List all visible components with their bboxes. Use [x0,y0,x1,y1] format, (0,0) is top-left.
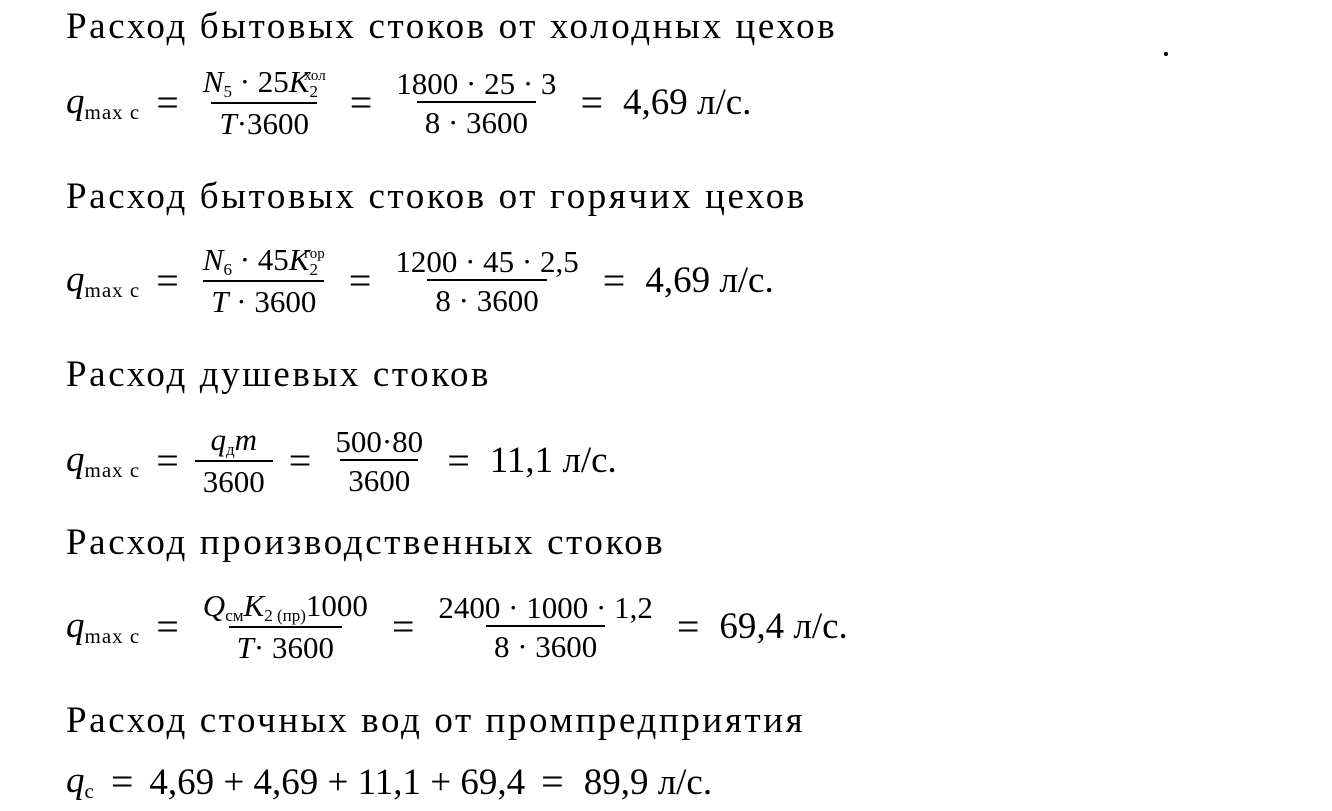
numerator: qдm [210,422,258,459]
lhs: $q_{max c}$ [66,80,141,124]
numerator: 500·80 [335,423,424,459]
fraction-symbolic [195,424,273,497]
fraction-numeric [430,589,660,664]
stray-dot [1164,52,1168,56]
denominator: T·3600 [211,102,317,139]
fraction-numeric [388,65,564,140]
formula-shower [66,424,617,497]
equals-sign: = [110,759,134,804]
denominator: T · 3600 [203,280,324,317]
heading-enterprise-total: Расход сточных вод от промпредприятия [66,700,806,741]
lhs: $q_{max c}$ [66,438,141,482]
equals-sign: = [447,437,470,483]
fraction-symbolic [195,66,334,139]
heading-production: Расход производственных стоков [66,522,666,563]
equals-sign: = [156,257,179,303]
denominator: 3600 [195,460,273,497]
numerator: QсмK2 (пр)1000 [202,588,368,625]
formula-cold-shops [66,66,751,139]
equals-sign: = [348,257,372,303]
equals-sign: = [602,257,626,303]
denominator: 8 · 3600 [427,279,546,316]
denominator: 3600 [340,459,418,496]
equals-sign: = [156,437,179,483]
lhs: $q_c$ [66,760,95,803]
fraction-symbolic [195,590,376,663]
denominator: 8 · 3600 [486,625,605,662]
formula-enterprise-total [66,759,713,804]
fraction-numeric [387,243,586,318]
fraction-symbolic [195,244,333,317]
denominator: 8 · 3600 [417,101,536,138]
equals-sign: = [288,437,312,483]
equals-sign: = [541,759,564,804]
numerator: 2400 · 1000 · 1,2 [438,589,653,625]
equals-sign: = [676,603,700,649]
equals-sign: = [349,79,373,125]
fraction-numeric [327,423,431,498]
result-value: 4,69 л/с. [623,82,752,123]
equals-sign: = [156,603,179,649]
formula-hot-shops [66,244,774,317]
lhs: $q_{max c}$ [66,604,141,648]
result-value: 69,4 л/с. [719,606,848,647]
heading-shower: Расход душевых стоков [66,354,492,395]
formula-production [66,590,848,663]
result-value: 4,69 л/с. [645,260,774,301]
numerator: 1800 · 25 · 3 [396,65,557,101]
numerator: $N5 \cdot 25K2^{хол}$ [202,64,326,101]
numerator: $N6 \cdot 45K2^{гор}$ [202,242,325,279]
equals-sign: = [580,79,603,125]
lhs: $q_{max c}$ [66,258,141,302]
sum-expression: 4,69 + 4,69 + 11,1 + 69,4 [149,761,526,803]
heading-cold-shops: Расход бытовых стоков от холодных цехов [66,6,838,47]
result-value: 11,1 л/с. [489,440,617,481]
equals-sign: = [391,603,415,649]
equals-sign: = [156,79,179,125]
numerator: 1200 · 45 · 2,5 [395,243,579,279]
result-value: 89,9 л/с. [583,761,713,803]
denominator: T· 3600 [229,626,342,663]
heading-hot-shops: Расход бытовых стоков от горячих цехов [66,176,807,217]
